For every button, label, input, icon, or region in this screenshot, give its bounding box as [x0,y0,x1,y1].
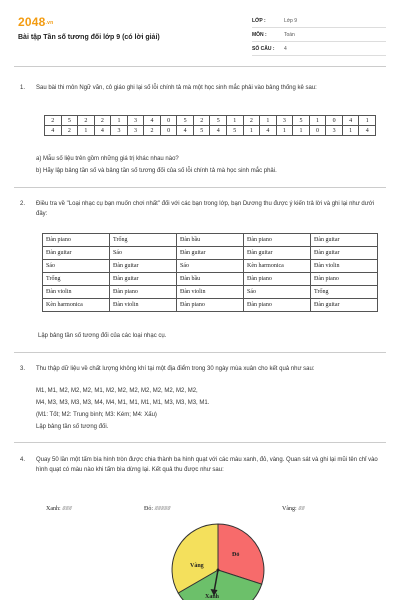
question-2-number: 2. [20,201,26,207]
tally-green-label: Xanh: [46,506,61,512]
meta-class-label: LỚP : [252,18,266,24]
table-cell: Đàn piano [311,273,378,286]
table-cell: Sáo [177,260,244,273]
table-row [43,247,378,260]
table-cell: Sáo [244,286,311,299]
table-cell: Trống [43,273,110,286]
document-header [0,0,400,64]
question-3-text: Thu thập dữ liệu về chất lượng không khí tại một địa điểm trong 30 ngày mùa xuân cho kết quả như sau: [36,366,315,372]
tally-red [144,506,170,512]
meta-class [252,14,386,28]
table-cell: Trống [311,286,378,299]
question-3-data-line-1: M1, M1, M2, M2, M2, M1, M2, M2, M2, M2, M2, M2, M2, M2, [36,388,198,394]
table-cell: 3 [111,126,128,136]
table-cell: Đàn violin [43,286,110,299]
table-cell: 5 [210,116,227,126]
table-cell: Đàn bầu [177,273,244,286]
table-cell: Sáo [43,260,110,273]
question-2-text: Điều tra về "Loại nhạc cụ bạn muốn chơi nhất" đối với các bạn trong lớp, bạn Dương thu được ý kiến trả lời và ghi lại như dưới đây: [36,201,375,217]
wheel-label-red: Đỏ [232,552,240,558]
table-cell: 3 [127,126,144,136]
table-cell: 2 [78,116,95,126]
table-cell: 5 [193,126,210,136]
table-cell: 5 [227,126,244,136]
table-cell: 5 [293,116,310,126]
question-3-legend: (M1: Tốt; M2: Trung bình; M3: Kém; M4: Xấu) [36,412,157,418]
table-cell: Kèn harmonica [244,260,311,273]
table-cell: Trống [110,234,177,247]
question-3-number: 3. [20,366,26,372]
table-cell: Đàn guitar [110,260,177,273]
table-cell: 4 [342,116,359,126]
table-cell: 1 [227,116,244,126]
table-cell: 4 [45,126,62,136]
table-cell: 2 [94,116,111,126]
table-cell: 1 [78,126,95,136]
table-cell: 1 [276,126,293,136]
header-divider [14,66,386,67]
instrument-table [42,233,378,312]
wheel-center [217,569,220,572]
tally-red-label: Đỏ: [144,506,153,512]
table-row [43,299,378,312]
table-cell: 2 [144,126,161,136]
table-cell: 4 [359,126,376,136]
table-cell: Kèn harmonica [43,299,110,312]
table-cell: 5 [177,116,194,126]
tally-red-marks: //// //// //// //// //// [154,506,170,512]
question-2-task: Lập bảng tần số tương đối của các loại nhạc cụ. [38,333,167,339]
table-row [43,260,378,273]
table-cell: Đàn guitar [311,299,378,312]
table-row [43,234,378,247]
table-row [45,116,376,126]
question-3-task: Lập bảng tần số tương đối. [36,424,109,430]
table-cell: Đàn piano [244,234,311,247]
table-cell: Đàn violin [110,299,177,312]
table-cell: 4 [94,126,111,136]
question-1-part-a: a) Mẫu số liệu trên gồm những giá trị khác nhau nào? [36,156,179,162]
table-cell: 2 [243,116,260,126]
table-cell: Đàn violin [311,260,378,273]
table-cell: 1 [260,116,277,126]
table-cell: Đàn guitar [311,247,378,260]
table-cell: 3 [326,126,343,136]
spinner-wheel [170,522,270,600]
tally-green-marks: //// //// //// [62,506,72,512]
document-title: Bài tập Tần số tương đối lớp 9 (có lời giải) [18,34,160,41]
table-cell: Đàn bầu [177,234,244,247]
table-cell: 1 [111,116,128,126]
table-cell: 2 [45,116,62,126]
table-cell: Đàn guitar [311,234,378,247]
table-cell: Đàn guitar [177,247,244,260]
table-row [43,273,378,286]
tally-yellow [282,506,304,512]
meta-subject-label: MÔN : [252,32,267,38]
meta-count-label: SỐ CÂU : [252,46,275,52]
table-cell: 4 [144,116,161,126]
meta-count-value: 4 [284,46,287,52]
table-cell: 0 [326,116,343,126]
table-cell: 0 [309,126,326,136]
table-cell: Đàn piano [244,273,311,286]
table-cell: Đàn guitar [110,273,177,286]
table-cell: 0 [160,126,177,136]
table-cell: Đàn guitar [244,247,311,260]
meta-subject [252,28,386,42]
site-logo[interactable]: 2048.vn [18,15,54,29]
error-count-table [44,115,376,136]
table-cell: 1 [359,116,376,126]
table-cell: Đàn piano [110,286,177,299]
table-cell: 5 [61,116,78,126]
table-cell: Đàn piano [177,299,244,312]
table-cell: 4 [177,126,194,136]
wheel-label-yellow: Vàng [190,563,204,569]
table-row [43,286,378,299]
question-1-part-b: b) Hãy lập bảng tần số và bảng tần số tương đối của số lỗi chính tả mà học sinh mắc phải. [36,168,277,174]
wheel-label-green: Xanh [205,594,220,600]
table-cell: 1 [293,126,310,136]
question-divider [14,442,386,443]
table-cell: 2 [61,126,78,136]
table-cell: Sáo [110,247,177,260]
meta-subject-value: Toán [284,32,295,38]
tally-yellow-marks: //// //// [298,506,305,512]
table-cell: Đàn violin [177,286,244,299]
table-cell: 3 [276,116,293,126]
table-cell: 1 [342,126,359,136]
question-1-text: Sau bài thi môn Ngữ văn, cô giáo ghi lại số lỗi chính tả mà một học sinh mắc phải vào bảng thống kê sau: [36,85,317,91]
question-divider [14,187,386,188]
table-cell: 4 [210,126,227,136]
question-4-number: 4. [20,457,26,463]
question-4-text: Quay 50 lần một tấm bìa hình tròn được chia thành ba hình quạt với các màu xanh, đỏ, vàng. Quan sát và ghi lại mũi tên chỉ vào hình quạt có màu nào khi tấm bìa dừng lại. Kết quả thu được như sau: [36,457,378,473]
tally-green [46,506,71,512]
table-cell: 1 [309,116,326,126]
table-cell: 2 [193,116,210,126]
table-cell: 1 [243,126,260,136]
table-cell: Đàn guitar [43,247,110,260]
table-cell: Đàn piano [43,234,110,247]
tally-yellow-label: Vàng: [282,506,297,512]
question-1-number: 1. [20,85,26,91]
table-cell: 4 [260,126,277,136]
meta-count [252,42,386,56]
table-row [45,126,376,136]
table-cell: 0 [160,116,177,126]
table-cell: 3 [127,116,144,126]
meta-class-value: Lớp 9 [284,18,298,24]
question-3-data-line-2: M4, M3, M3, M3, M3, M4, M4, M1, M1, M1, M1, M3, M3, M3, M1. [36,400,210,406]
question-divider [14,352,386,353]
table-cell: Đàn piano [244,299,311,312]
